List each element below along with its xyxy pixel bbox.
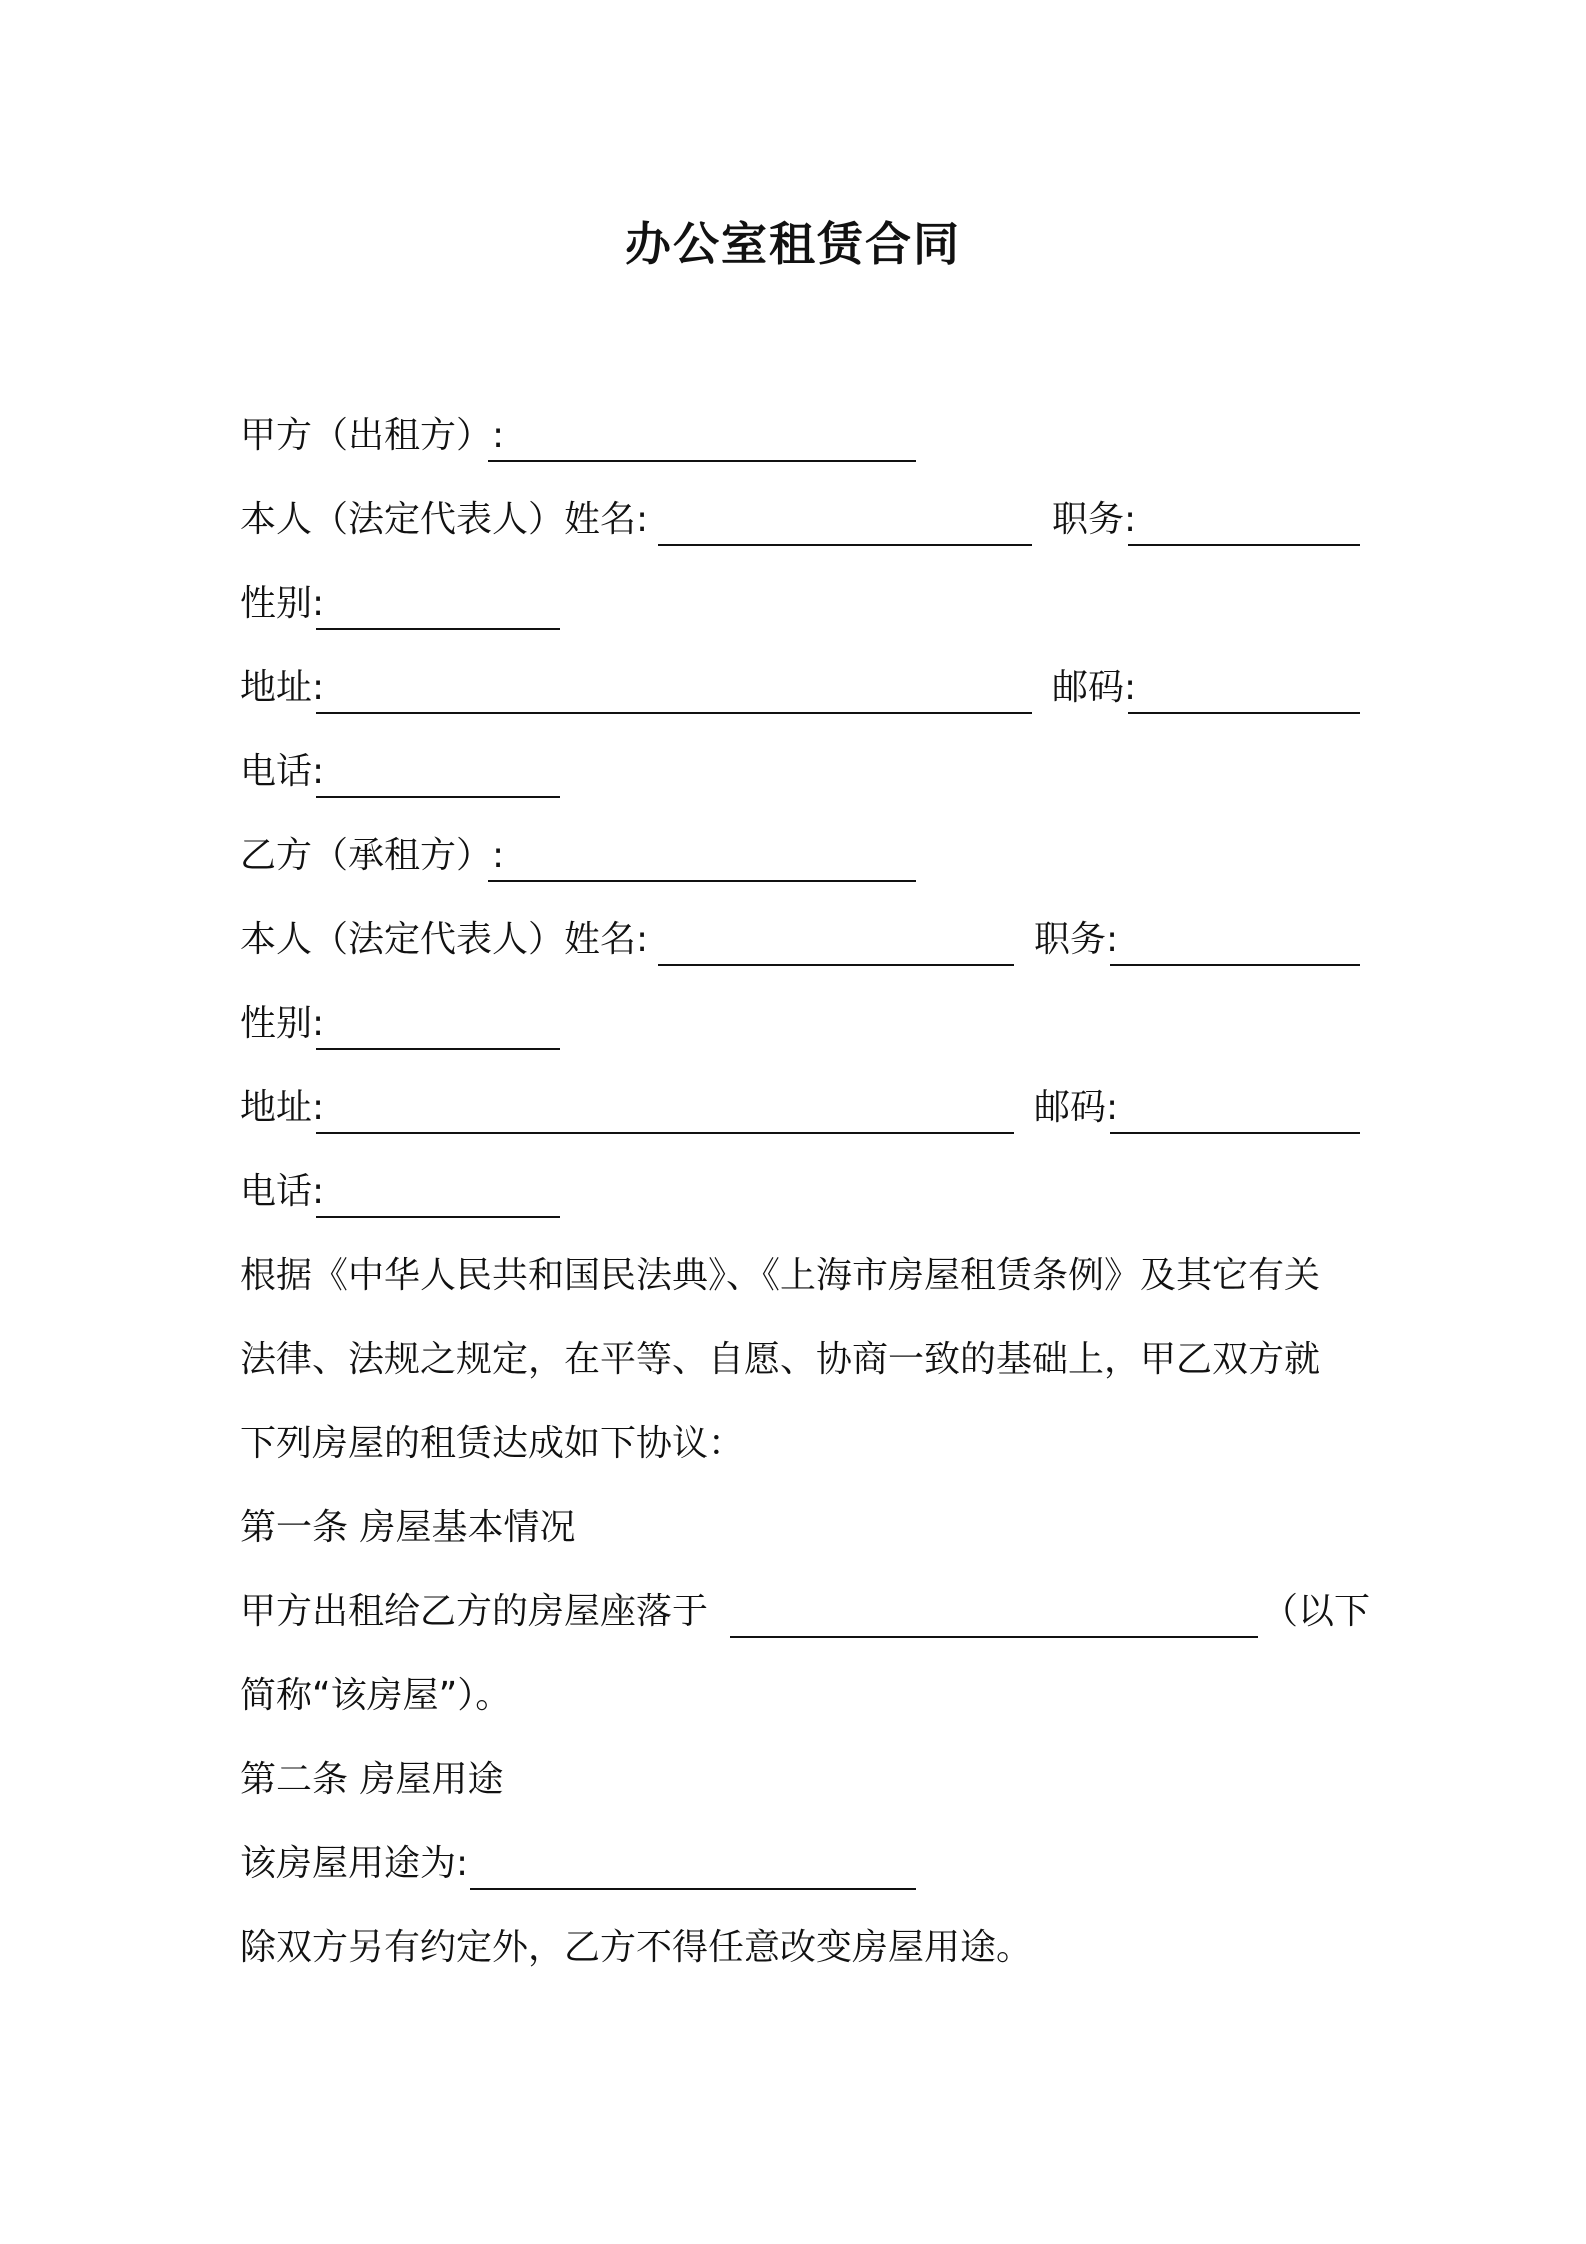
party-a-position-field[interactable] — [1128, 490, 1360, 546]
party-b-rep-name-label: 本人（法定代表人）姓名: — [240, 919, 649, 960]
party-b-gender-field[interactable] — [316, 994, 560, 1050]
preamble-line-1: 根据《中华人民共和国民法典》、《上海市房屋租赁条例》及其它有关 — [240, 1255, 1321, 1296]
party-b-postcode-label: 邮码: — [1034, 1087, 1119, 1128]
usage-label: 该房屋用途为: — [240, 1843, 469, 1884]
party-a-phone-label: 电话: — [240, 751, 325, 792]
usage-field[interactable] — [470, 1834, 916, 1890]
party-a-gender-label: 性别: — [240, 583, 325, 624]
party-b-postcode-field[interactable] — [1110, 1078, 1360, 1134]
party-b-rep-name-field[interactable] — [658, 910, 1014, 966]
party-a-postcode-label: 邮码: — [1052, 667, 1137, 708]
party-a-postcode-field[interactable] — [1128, 658, 1360, 714]
article-1-heading: 第一条 房屋基本情况 — [240, 1507, 576, 1548]
party-b-position-field[interactable] — [1110, 910, 1360, 966]
party-b-phone-field[interactable] — [316, 1162, 560, 1218]
party-b-position-label: 职务: — [1034, 919, 1119, 960]
article-1-location-row — [240, 1582, 1371, 1642]
document-title: 办公室租赁合同 — [625, 217, 961, 271]
article-1-location-suffix: （以下 — [1262, 1591, 1371, 1632]
article-1-location-prefix: 甲方出租给乙方的房屋座落于 — [240, 1591, 709, 1632]
party-b-name-field[interactable] — [488, 826, 916, 882]
party-b-phone-label: 电话: — [240, 1171, 325, 1212]
party-b-address-field[interactable] — [316, 1078, 1014, 1134]
usage-restriction-text: 除双方另有约定外，乙方不得任意改变房屋用途。 — [240, 1927, 1033, 1968]
party-a-rep-name-field[interactable] — [658, 490, 1032, 546]
party-a-address-label: 地址: — [240, 667, 325, 708]
article-2-heading: 第二条 房屋用途 — [240, 1759, 504, 1800]
property-location-field[interactable] — [730, 1582, 1258, 1638]
preamble-line-3: 下列房屋的租赁达成如下协议： — [240, 1423, 745, 1464]
party-a-rep-name-label: 本人（法定代表人）姓名: — [240, 499, 649, 540]
party-a-gender-field[interactable] — [316, 574, 560, 630]
party-a-address-field[interactable] — [316, 658, 1032, 714]
party-b-gender-label: 性别: — [240, 1003, 325, 1044]
party-a-label: 甲方（出租方）: — [240, 415, 505, 456]
party-a-phone-field[interactable] — [316, 742, 560, 798]
article-1-abbreviation: 简称“该房屋”）。 — [240, 1675, 512, 1716]
party-b-address-label: 地址: — [240, 1087, 325, 1128]
party-b-label: 乙方（承租方）: — [240, 835, 505, 876]
party-a-position-label: 职务: — [1052, 499, 1137, 540]
party-a-name-field[interactable] — [488, 406, 916, 462]
preamble-line-2: 法律、法规之规定，在平等、自愿、协商一致的基础上，甲乙双方就 — [240, 1339, 1321, 1380]
